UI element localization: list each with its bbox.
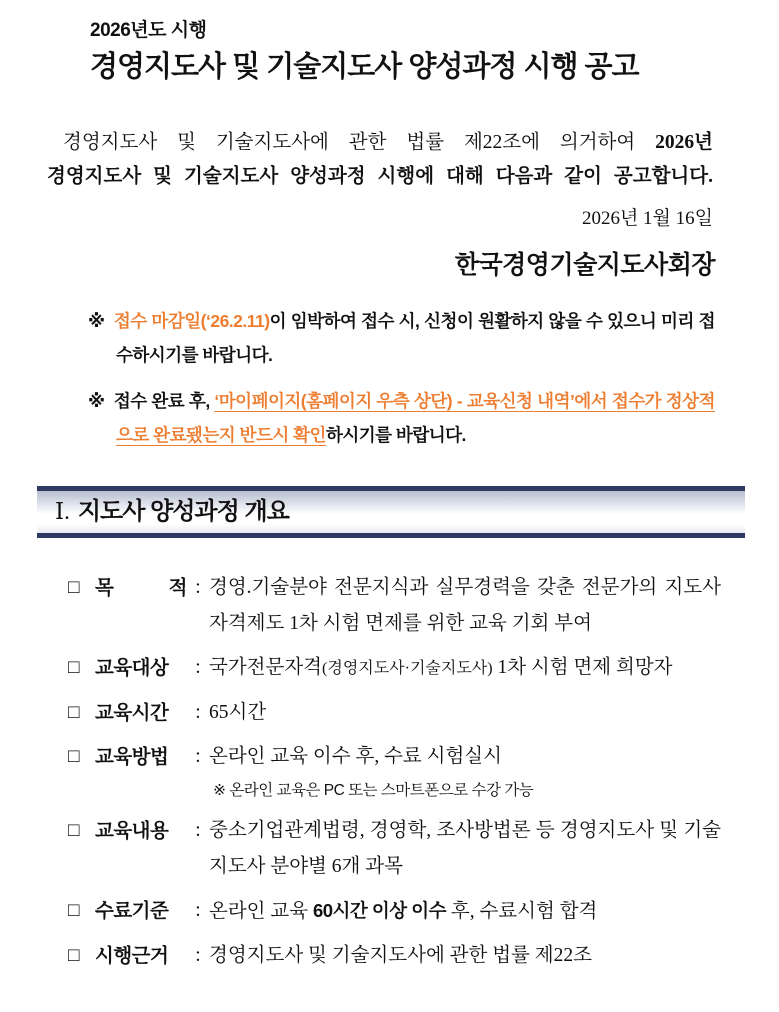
square-bullet-icon: □ <box>68 900 80 921</box>
item-separator: : <box>195 746 201 767</box>
item-content <box>209 739 721 805</box>
square-bullet-icon: □ <box>68 820 80 841</box>
item-content <box>209 938 721 974</box>
document-title: 경영지도사 및 기술지도사 양성과정 시행 공고 <box>90 51 639 83</box>
item-sub-note: ※ 온라인 교육은 PC 또는 스마트폰으로 수강 가능 <box>213 782 534 799</box>
text-segment: 하시기를 바랍니다. <box>325 425 466 445</box>
item-label: 수료기준 <box>95 900 169 922</box>
list-item <box>68 695 721 731</box>
item-label: 교육시간 <box>95 702 169 724</box>
text-segment: ‘마이페이지(홈페이지 우측 상단) - 교육신청 내역’에서 접수가 정상적으로 완료됐는지 반드시 확인 <box>116 391 715 445</box>
announcement-date: 2026년 1월 16일 <box>581 208 713 229</box>
square-bullet-icon: □ <box>68 657 80 678</box>
item-content <box>209 650 721 687</box>
notice <box>88 384 715 452</box>
text-segment: 60시간 이상 이수 <box>312 900 447 921</box>
reference-mark-icon: ※ <box>88 391 105 411</box>
item-separator: : <box>195 900 201 921</box>
text-segment: 이 임박하여 접수 시, 신청이 원활하지 않을 수 있으니 미리 접수하시기를 바랍니다. <box>116 311 716 365</box>
text-segment: 2026년 <box>655 132 713 153</box>
item-label: 교육내용 <box>95 820 169 842</box>
text-segment: 경영지도사 및 기술지도사에 관한 법률 제22조에 의거하여 <box>63 132 656 153</box>
list-item <box>68 570 721 642</box>
text-segment: 접수 완료 후, <box>113 391 215 411</box>
intro-line <box>47 160 713 194</box>
item-content <box>209 695 721 731</box>
list-item <box>68 938 721 974</box>
item-label: 목 적 <box>95 577 187 599</box>
square-bullet-icon: □ <box>68 945 80 966</box>
eyebrow-year-label: 2026년도 시행 <box>90 20 207 41</box>
item-separator: : <box>195 657 201 678</box>
text-segment: 국가전문자격 <box>209 657 323 678</box>
text-segment: 온라인 교육 <box>209 901 313 922</box>
text-segment: 온라인 교육 이수 후, 수료 시험실시 <box>209 746 502 767</box>
list-item <box>68 893 721 930</box>
item-content <box>209 893 721 930</box>
section-numeral: Ⅰ. <box>55 499 70 524</box>
item-label: 교육대상 <box>95 657 169 679</box>
intro-line <box>47 126 713 160</box>
text-segment: (경영지도사·기술지도사) <box>322 660 493 677</box>
item-label: 교육방법 <box>95 746 169 768</box>
issuer-name: 한국경영기술지도사회장 <box>454 251 715 279</box>
text-segment: 1차 시험 면제 희망자 <box>492 657 673 678</box>
item-content <box>209 570 721 642</box>
announcement-document <box>0 18 779 1012</box>
text-segment: 경영.기술분야 전문지식과 실무경력을 갖춘 전문가의 지도사 자격제도 1차 시험 면제를 위한 교육 기회 부여 <box>209 577 721 634</box>
list-item <box>68 650 721 687</box>
item-label: 시행근거 <box>95 945 169 967</box>
item-content <box>209 813 721 885</box>
text-segment: 65시간 <box>209 702 267 723</box>
notice <box>88 304 715 372</box>
text-segment: 경영지도사 및 기술지도사 양성과정 시행에 대해 다음과 같이 공고합니다. <box>47 166 713 187</box>
section-title: 지도사 양성과정 개요 <box>77 498 289 525</box>
square-bullet-icon: □ <box>68 702 80 723</box>
item-separator: : <box>195 820 201 841</box>
item-separator: : <box>195 945 201 966</box>
item-separator: : <box>195 702 201 723</box>
square-bullet-icon: □ <box>68 746 80 767</box>
notice-list <box>88 304 715 452</box>
text-segment: 중소기업관계법령, 경영학, 조사방법론 등 경영지도사 및 기술지도사 분야별 6개 과목 <box>209 820 721 877</box>
section-header-box <box>37 486 745 538</box>
list-item <box>68 813 721 885</box>
square-bullet-icon: □ <box>68 577 80 598</box>
item-separator: : <box>195 577 201 598</box>
reference-mark-icon: ※ <box>88 311 105 331</box>
text-segment: 경영지도사 및 기술지도사에 관한 법률 제22조 <box>209 945 592 966</box>
overview-item-list <box>68 570 721 974</box>
intro-paragraph <box>47 126 713 194</box>
text-segment: 후, 수료시험 합격 <box>446 901 598 922</box>
list-item <box>68 739 721 805</box>
text-segment: 접수 마감일(‘26.2.11) <box>113 311 270 331</box>
